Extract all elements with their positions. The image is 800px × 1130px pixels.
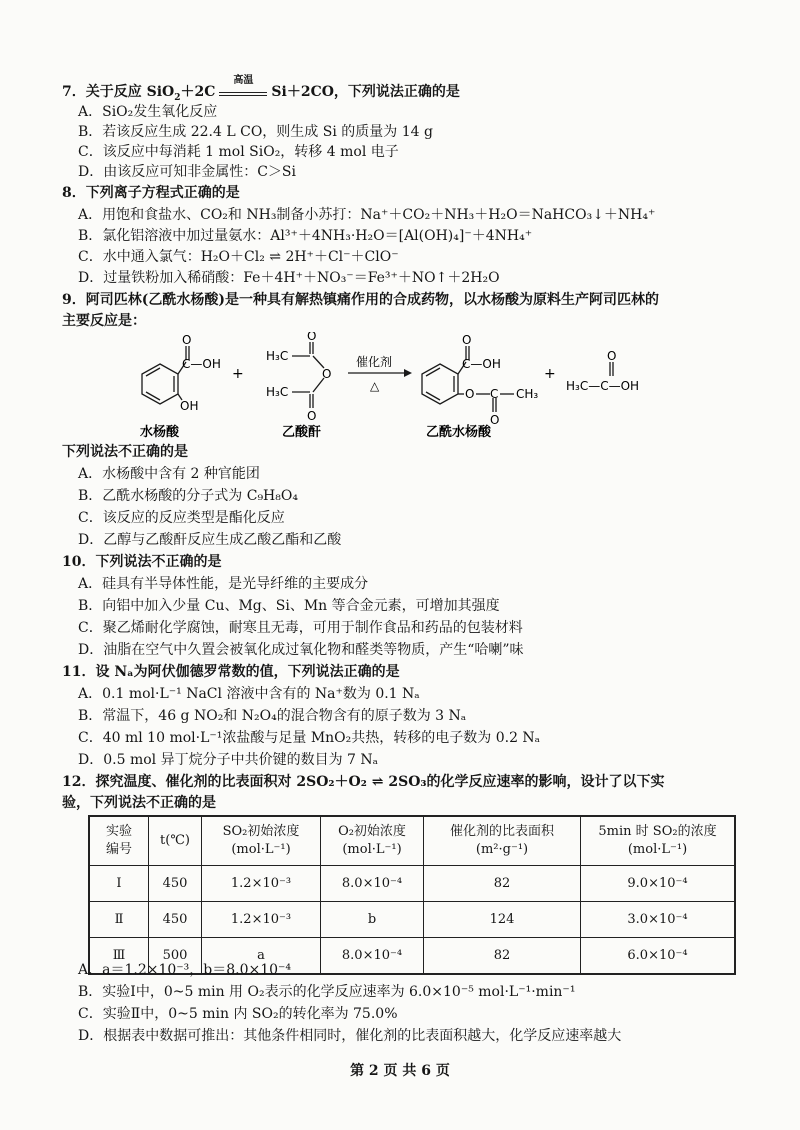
anhydride-o-bottom: O — [307, 409, 317, 423]
q7-stem-pre: 7．关于反应 SiO — [62, 84, 175, 100]
q9-stem-line1: 9．阿司匹林(乙酰水杨酸)是一种具有解热镇痛作用的合成药物，以水杨酸为原料生产阿司匹林的 — [62, 292, 659, 308]
plus-1: + — [232, 366, 244, 382]
anhydride-o-bridge: O — [322, 367, 332, 381]
aspirin-structure — [422, 346, 514, 412]
aspirin-label: 乙酰水杨酸 — [426, 425, 492, 440]
table-cell: 124 — [424, 902, 581, 938]
aspirin-ch3: CH₃ — [516, 387, 539, 401]
q11-option-d: D．0.5 mol 异丁烷分子中共价键的数目为 7 Nₐ — [78, 752, 379, 768]
q9-stem-line2: 主要反应是： — [62, 313, 146, 329]
table-cell: 500 — [149, 938, 202, 975]
q11-option-a: A．0.1 mol·L⁻¹ NaCl 溶液中含有的 Na⁺数为 0.1 Nₐ — [78, 686, 420, 702]
reaction-scheme — [120, 332, 680, 444]
q12-option-c: C．实验Ⅱ中，0~5 min 内 SO₂的转化率为 75.0% — [78, 1006, 398, 1022]
q7-option-a: A．SiO₂发生氧化反应 — [78, 104, 218, 120]
table-cell: 6.0×10⁻⁴ — [581, 938, 736, 975]
table-cell: 8.0×10⁻⁴ — [321, 866, 424, 902]
table-cell: 3.0×10⁻⁴ — [581, 902, 736, 938]
plus-2: + — [544, 366, 556, 382]
table-header-cell: 实验 编号 — [89, 816, 149, 866]
q12-stem-line1: 12．探究温度、催化剂的比表面积对 2SO₂＋O₂ ⇌ 2SO₃的化学反应速率的影响，设计了以下实 — [62, 774, 665, 790]
table-cell: a — [202, 938, 321, 975]
table-cell: 450 — [149, 866, 202, 902]
aspirin-o-top: O — [462, 333, 472, 347]
q12-stem-line2: 验，下列说法不正确的是 — [62, 795, 216, 811]
table-header-cell: O₂初始浓度 (mol·L⁻¹) — [321, 816, 424, 866]
q7-stem-post: Si＋2CO，下列说法正确的是 — [271, 84, 460, 100]
acetic-acid-o: O — [607, 349, 617, 363]
table-row — [89, 902, 735, 938]
q10-stem: 10．下列说法不正确的是 — [62, 554, 222, 570]
q8-option-b: B．氯化铝溶液中加过量氨水：Al³⁺＋4NH₃·H₂O＝[Al(OH)₄]⁻＋4NH₄⁺ — [78, 228, 533, 244]
table-cell: Ⅲ — [89, 938, 149, 975]
q8-option-c: C．水中通入氯气：H₂O＋Cl₂ ⇌ 2H⁺＋Cl⁻＋ClO⁻ — [78, 249, 399, 265]
salicylic-oh: OH — [180, 399, 199, 413]
q10-option-a: A．硅具有半导体性能，是光导纤维的主要成分 — [78, 576, 369, 592]
table-cell: 8.0×10⁻⁴ — [321, 938, 424, 975]
table-header-cell: t(℃) — [149, 816, 202, 866]
table-cell: 1.2×10⁻³ — [202, 902, 321, 938]
aspirin-o-ester: O — [465, 387, 475, 401]
q10-option-c: C．聚乙烯耐化学腐蚀，耐寒且无毒，可用于制作食品和药品的包装材料 — [78, 620, 523, 636]
q9-question: 下列说法不正确的是 — [62, 444, 188, 460]
q7-stem: 7．关于反应 SiO$_2$＋2C 高温 Si＋2CO，下列说法正确的是 — [62, 82, 460, 102]
table-cell: Ⅱ — [89, 902, 149, 938]
table-header-cell: SO₂初始浓度 (mol·L⁻¹) — [202, 816, 321, 866]
q7-stem-mid: ＋2C — [180, 84, 216, 100]
q11-stem: 11．设 Nₐ为阿伏伽德罗常数的值，下列说法正确的是 — [62, 664, 400, 680]
q7-condition-label: 高温 — [233, 75, 254, 86]
salicylic-o: O — [182, 333, 192, 347]
table-header-row — [89, 816, 735, 866]
aspirin-c: C — [490, 387, 499, 401]
table-cell: Ⅰ — [89, 866, 149, 902]
q8-stem: 8．下列离子方程式正确的是 — [62, 185, 240, 201]
q11-option-c: C．40 ml 10 mol·L⁻¹浓盐酸与足量 MnO₂共热，转移的电子数为 0.2 Nₐ — [78, 730, 541, 746]
q12-option-d: D．根据表中数据可推出：其他条件相同时，催化剂的比表面积越大，化学反应速率越大 — [78, 1028, 622, 1044]
table-cell: 9.0×10⁻⁴ — [581, 866, 736, 902]
table-cell: 450 — [149, 902, 202, 938]
table-cell: 82 — [424, 938, 581, 975]
salicylic-coh: C—OH — [182, 357, 221, 371]
anhydride-label: 乙酸酐 — [282, 425, 322, 440]
catalyst-label: 催化剂 — [356, 355, 393, 369]
q9-option-c: C．该反应的反应类型是酯化反应 — [78, 510, 285, 526]
heat-label: △ — [370, 379, 380, 393]
q12-option-a: A．a＝1.2×10⁻³，b＝8.0×10⁻⁴ — [78, 962, 292, 978]
q7-option-b: B．若该反应生成 22.4 L CO，则生成 Si 的质量为 14 g — [78, 124, 433, 140]
q12-option-b: B．实验Ⅰ中，0~5 min 用 O₂表示的化学反应速率为 6.0×10⁻⁵ mol·L⁻¹·min⁻¹ — [78, 984, 576, 1000]
anhydride-h3c-top: H₃C — [266, 349, 289, 363]
q7-option-c: C．该反应中每消耗 1 mol SiO₂，转移 4 mol 电子 — [78, 144, 399, 160]
anhydride-o-top: O — [307, 332, 317, 343]
salicylic-acid-structure — [142, 346, 189, 404]
table-cell: 1.2×10⁻³ — [202, 866, 321, 902]
table-cell: 82 — [424, 866, 581, 902]
aspirin-o-bottom: O — [490, 413, 500, 427]
aspirin-coh: C—OH — [462, 357, 501, 371]
q8-option-d: D．过量铁粉加入稀硝酸：Fe＋4H⁺＋NO₃⁻＝Fe³⁺＋NO↑＋2H₂O — [78, 270, 500, 286]
table-header-cell: 5min 时 SO₂的浓度 (mol·L⁻¹) — [581, 816, 736, 866]
table-cell: b — [321, 902, 424, 938]
q9-option-b: B．乙酰水杨酸的分子式为 C₉H₈O₄ — [78, 488, 298, 504]
experiment-table — [88, 815, 736, 975]
page-footer: 第 2 页 共 6 页 — [350, 1063, 450, 1079]
q11-option-b: B．常温下，46 g NO₂和 N₂O₄的混合物含有的原子数为 3 Nₐ — [78, 708, 467, 724]
anhydride-h3c-bottom: H₃C — [266, 385, 289, 399]
salicylic-label: 水杨酸 — [140, 425, 180, 440]
q10-option-d: D．油脂在空气中久置会被氧化成过氧化物和醛类等物质，产生“哈喇”味 — [78, 642, 524, 658]
acetic-anhydride-structure — [292, 342, 324, 408]
acetic-acid-formula: H₃C—C—OH — [566, 379, 640, 393]
q10-option-b: B．向铝中加入少量 Cu、Mg、Si、Mn 等合金元素，可增加其强度 — [78, 598, 500, 614]
q8-option-a: A．用饱和食盐水、CO₂和 NH₃制备小苏打：Na⁺＋CO₂＋NH₃＋H₂O＝NaHCO₃↓＋NH₄⁺ — [78, 207, 656, 223]
table-row — [89, 866, 735, 902]
q7-option-d: D．由该反应可知非金属性：C＞Si — [78, 164, 297, 180]
q9-option-d: D．乙醇与乙酸酐反应生成乙酸乙酯和乙酸 — [78, 532, 342, 548]
q9-option-a: A．水杨酸中含有 2 种官能团 — [78, 466, 260, 482]
q7-condition — [219, 75, 267, 96]
table-header-cell: 催化剂的比表面积 (m²·g⁻¹) — [424, 816, 581, 866]
